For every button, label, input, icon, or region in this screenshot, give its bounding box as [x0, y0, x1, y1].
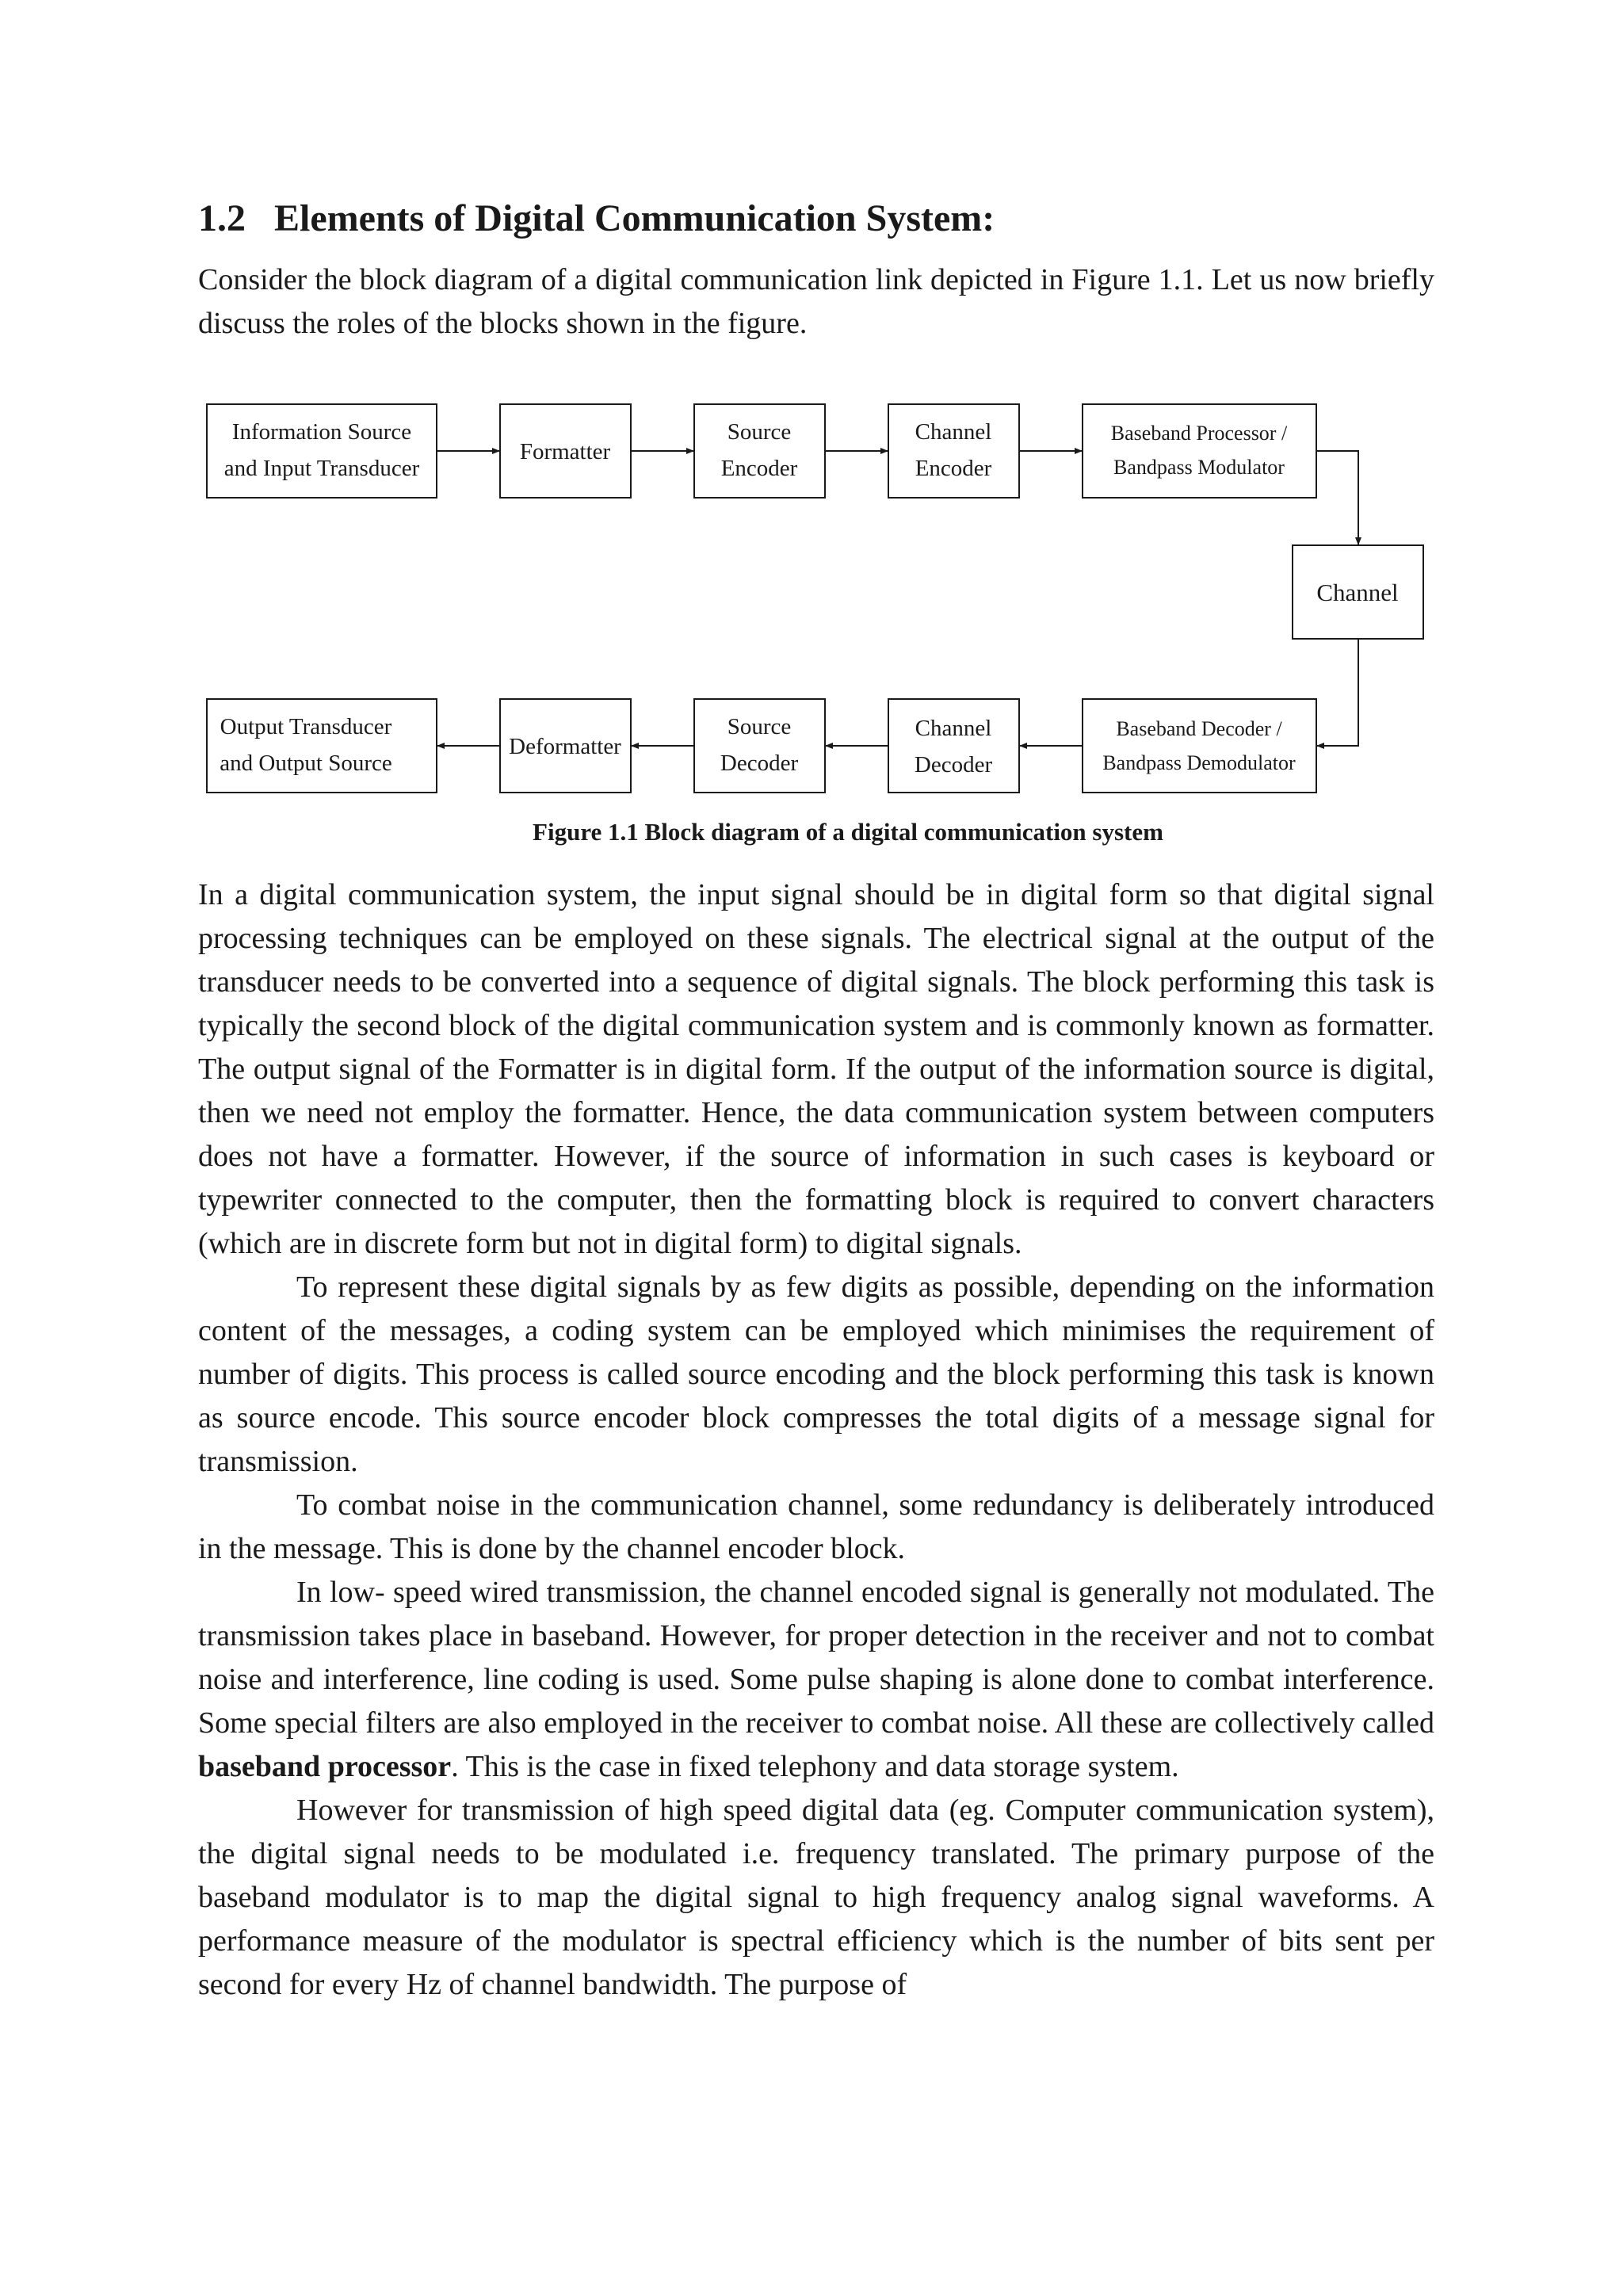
- figure-caption: Figure 1.1 Block diagram of a digital communication system: [533, 818, 1163, 846]
- paragraph-1: In a digital communication system, the input signal should be in digital form so that digital signal processing techniques can be employed on these signals. The electrical signal at the output of the transducer needs to be converted into a sequence of digital signals. The block performing this task is typically the second block of the digital communication system and is commonly known as formatter. The output signal of the Formatter is in digital form. If the output of the information source is digital, then we need not employ the formatter. Hence, the data communication system between computers does not have a formatter. However, if the source of information in such cases is keyboard or typewriter connected to the computer, then the formatting block is required to convert characters (which are in discrete form but not in digital form) to digital signals.: [198, 878, 1434, 1260]
- channel-encoder-block: [888, 404, 1019, 498]
- section-number: 1.2: [198, 197, 246, 239]
- info-source-label-1: Information Source: [231, 419, 412, 445]
- section-title: Elements of Digital Communication System:: [274, 197, 995, 239]
- info-source-block: [207, 404, 437, 498]
- paragraph-4-text-end: . This is the case in fixed telephony and data storage system.: [451, 1750, 1179, 1783]
- block-diagram-figure: [198, 390, 1434, 865]
- arrow-channel-to-demodulator: [1316, 639, 1358, 746]
- channel-label: Channel: [1316, 579, 1399, 606]
- channel-encoder-label-2: Encoder: [915, 456, 992, 481]
- formatter-label: Formatter: [519, 439, 611, 464]
- section-heading: [198, 190, 1434, 247]
- body-text: [198, 873, 1434, 2007]
- source-encoder-label-2: Encoder: [720, 456, 798, 481]
- source-decoder-block: [694, 699, 825, 793]
- paragraph-3: To combat noise in the communication channel, some redundancy is deliberately introduced in the message. This is done by the channel encoder block.: [198, 1488, 1434, 1565]
- block-diagram: [198, 390, 1434, 818]
- modulator-label-1: Baseband Processor /: [1110, 422, 1288, 445]
- source-decoder-label-1: Source: [727, 714, 792, 739]
- info-source-label-2: and Input Transducer: [223, 456, 420, 481]
- paragraph-2: To represent these digital signals by as few digits as possible, depending on the information content of the messages, a coding system can be employed which minimises the requirement of number of digits. This process is called source encoding and the block performing this task is known as source encode. This source encoder block compresses the total digits of a message signal for transmission.: [198, 1270, 1434, 1478]
- intro-paragraph: Consider the block diagram of a digital communication link depicted in Figure 1.1. Let us now briefly discuss the roles of the blocks shown in the figure.: [198, 263, 1434, 340]
- source-decoder-label-2: Decoder: [720, 751, 799, 776]
- document-content: [198, 190, 1434, 2007]
- demodulator-block: [1083, 699, 1316, 793]
- paragraph-4: [198, 1571, 1434, 1789]
- paragraph-5: However for transmission of high speed digital data (eg. Computer communication system), the digital signal needs to be modulated i.e. frequency translated. The primary purpose of the baseband modulator is to map the digital signal to high frequency analog signal waveforms. A performance measure of the modulator is spectral efficiency which is the number of bits sent per second for every Hz of channel bandwidth. The purpose of: [198, 1794, 1434, 2001]
- channel-decoder-block: [888, 699, 1019, 793]
- modulator-label-2: Bandpass Modulator: [1113, 456, 1285, 479]
- output-transducer-label-2: and Output Source: [220, 751, 392, 776]
- channel-decoder-label-1: Channel: [915, 716, 992, 741]
- output-transducer-block: [207, 699, 437, 793]
- output-transducer-label-1: Output Transducer: [220, 714, 392, 739]
- paragraph-4-text-start: In low- speed wired transmission, the channel encoded signal is generally not modulated. The transmission takes place in baseband. However, for proper detection in the receiver and not to combat noise and interference, line coding is used. Some pulse shaping is alone done to combat interference. Some special filters are also employed in the receiver to combat noise. All these are collectively called: [198, 1576, 1434, 1740]
- paragraph-4-bold-term: baseband processor: [198, 1750, 452, 1783]
- modulator-block: [1083, 404, 1316, 498]
- demodulator-label-2: Bandpass Demodulator: [1102, 751, 1296, 774]
- demodulator-label-1: Baseband Decoder /: [1116, 717, 1282, 740]
- arrow-modulator-to-channel: [1316, 451, 1358, 545]
- channel-encoder-label-1: Channel: [915, 419, 992, 445]
- deformatter-label: Deformatter: [509, 734, 621, 759]
- source-encoder-label-1: Source: [727, 419, 792, 445]
- channel-decoder-label-2: Decoder: [914, 752, 993, 777]
- source-encoder-block: [694, 404, 825, 498]
